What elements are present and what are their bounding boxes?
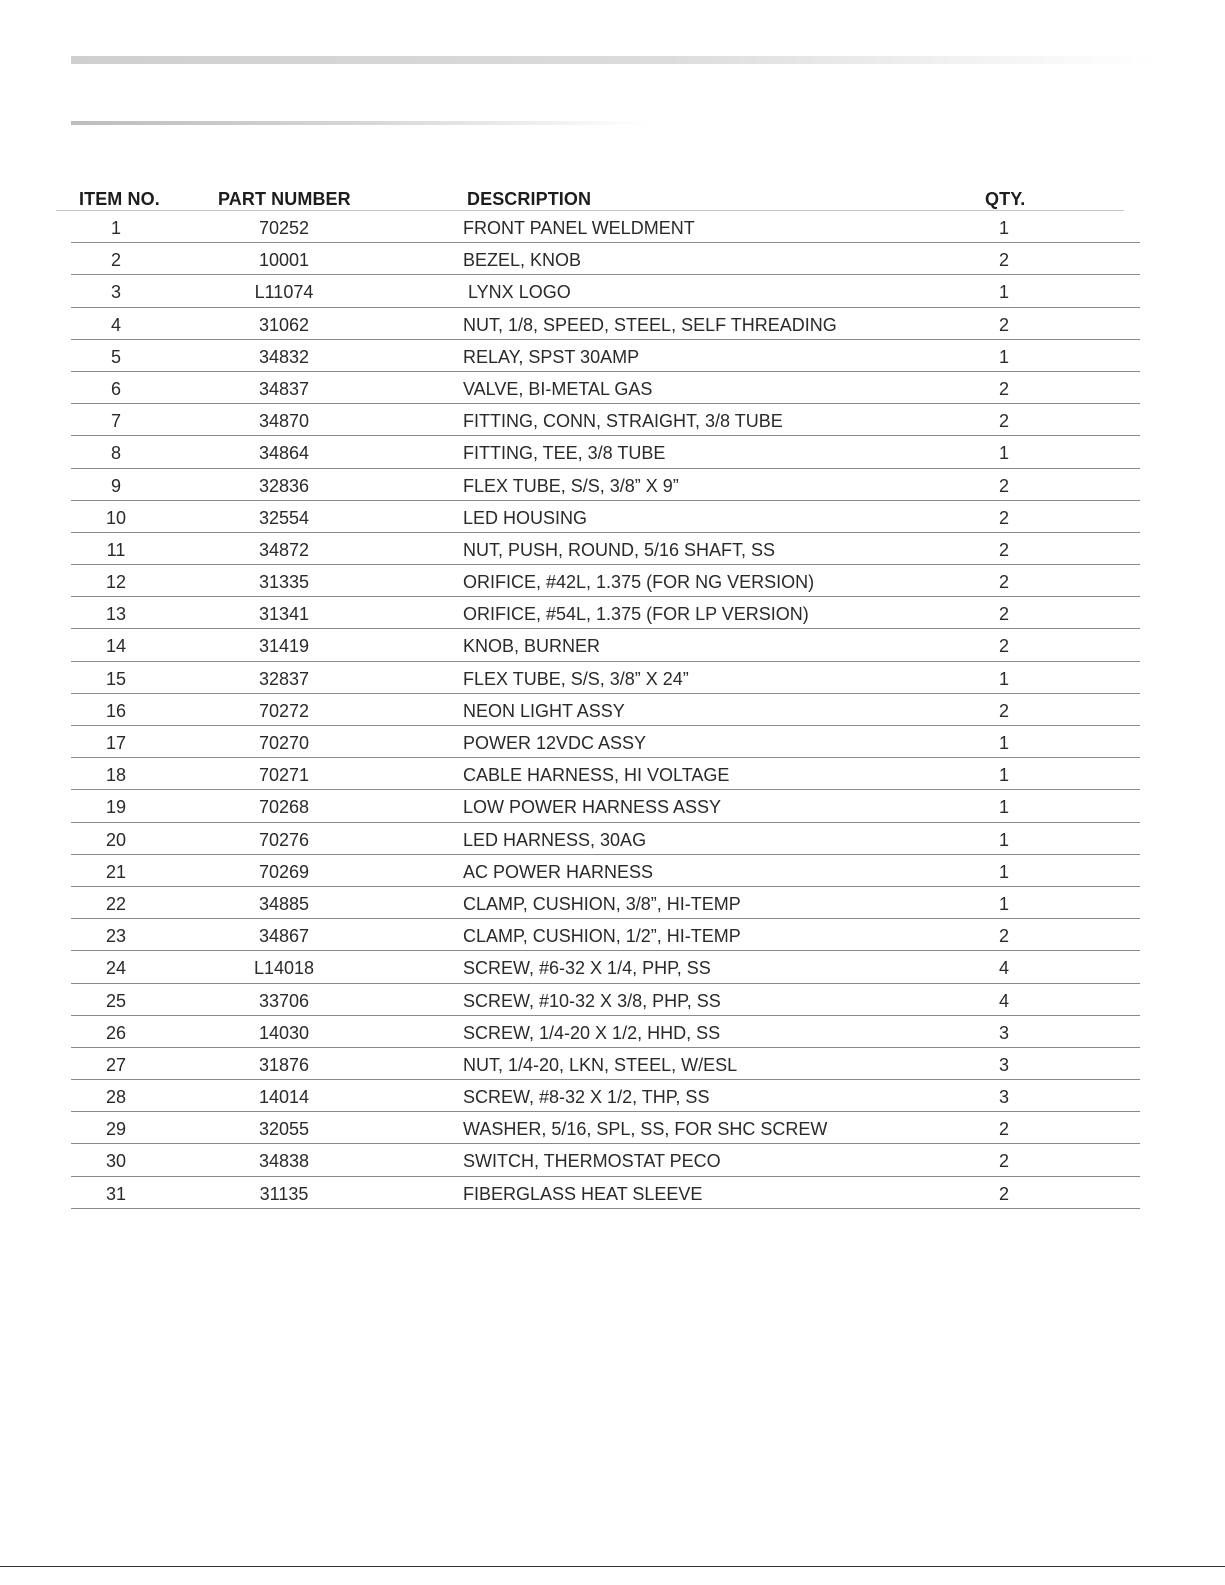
description-cell: ORIFICE, #54L, 1.375 (FOR LP VERSION)	[463, 604, 809, 625]
table-row	[71, 758, 1140, 790]
item-number-cell: 19	[105, 797, 127, 818]
table-row	[71, 790, 1140, 822]
part-number-cell: 32055	[258, 1119, 310, 1140]
quantity-cell: 1	[998, 893, 1009, 914]
quantity-cell: 2	[998, 507, 1009, 528]
quantity-cell: 2	[998, 1119, 1009, 1140]
table-row	[71, 308, 1140, 340]
item-number-cell: 23	[105, 926, 127, 947]
item-number-cell: 5	[110, 346, 121, 367]
quantity-cell: 2	[998, 636, 1009, 657]
quantity-cell: 2	[998, 700, 1009, 721]
description-cell: RELAY, SPST 30AMP	[463, 346, 640, 367]
table-row	[71, 823, 1140, 855]
description-cell: LED HARNESS, 30AG	[463, 829, 647, 850]
quantity-cell: 2	[998, 475, 1009, 496]
table-row	[71, 662, 1140, 694]
part-number-cell: 70270	[258, 733, 310, 753]
table-body	[71, 211, 1140, 1209]
item-number-cell: 21	[105, 861, 127, 882]
part-number-cell: 70252	[258, 218, 310, 238]
table-header	[56, 185, 1124, 211]
part-number-cell: 70268	[258, 797, 310, 818]
description-cell: FLEX TUBE, S/S, 3/8” X 24”	[463, 668, 689, 689]
table-row	[71, 984, 1140, 1016]
description-cell: BEZEL, KNOB	[463, 250, 582, 271]
quantity-cell: 3	[998, 1087, 1009, 1108]
description-cell: SCREW, #6-32 X 1/4, PHP, SS	[463, 958, 711, 979]
description-cell: SCREW, #8-32 X 1/2, THP, SS	[463, 1087, 710, 1108]
part-number-cell: 34872	[258, 539, 310, 560]
part-number-cell: 10001	[258, 250, 310, 271]
quantity-cell: 1	[998, 829, 1009, 850]
item-number-cell: 15	[105, 668, 127, 689]
item-number-cell: 28	[105, 1087, 127, 1108]
table-row	[71, 340, 1140, 372]
part-number-cell: 70272	[258, 700, 310, 721]
description-cell: SCREW, #10-32 X 3/8, PHP, SS	[463, 990, 721, 1011]
table-row	[71, 211, 1140, 243]
quantity-cell: 3	[998, 1022, 1009, 1043]
description-cell: FLEX TUBE, S/S, 3/8” X 9”	[463, 475, 679, 496]
quantity-cell: 3	[998, 1054, 1009, 1075]
table-row	[71, 501, 1140, 533]
part-number-cell: 70276	[258, 829, 310, 850]
table-row	[71, 372, 1140, 404]
table-row	[71, 1048, 1140, 1080]
quantity-cell: 2	[998, 572, 1009, 593]
description-cell: LYNX LOGO	[463, 282, 571, 303]
part-number-cell: 34864	[258, 443, 310, 464]
part-number-cell: 70269	[258, 861, 310, 882]
item-number-cell: 6	[110, 378, 121, 399]
description-cell: CABLE HARNESS, HI VOLTAGE	[463, 765, 730, 786]
quantity-cell: 4	[998, 958, 1009, 979]
part-number-cell: 70271	[258, 765, 310, 786]
quantity-cell: 1	[998, 733, 1009, 753]
part-number-cell: 34885	[258, 893, 310, 914]
quantity-cell: 2	[998, 411, 1009, 432]
header-part-number: PART NUMBER	[218, 189, 351, 209]
description-cell: LED HOUSING	[463, 507, 588, 528]
item-number-cell: 12	[105, 572, 127, 593]
description-cell: FITTING, TEE, 3/8 TUBE	[463, 443, 666, 464]
header-qty: QTY.	[985, 189, 1026, 209]
table-row	[71, 275, 1140, 307]
item-number-cell: 9	[110, 475, 121, 496]
item-number-cell: 30	[105, 1151, 127, 1172]
part-number-cell: 14030	[258, 1022, 310, 1043]
item-number-cell: 20	[105, 829, 127, 850]
table-row	[71, 1080, 1140, 1112]
part-number-cell: 31335	[258, 572, 310, 593]
part-number-cell: L11074	[254, 282, 314, 303]
description-cell: POWER 12VDC ASSY	[463, 733, 647, 753]
table-row	[71, 469, 1140, 501]
table-row	[71, 855, 1140, 887]
quantity-cell: 1	[998, 443, 1009, 464]
part-number-cell: 31062	[258, 314, 310, 335]
item-number-cell: 2	[110, 250, 121, 271]
table-row	[71, 1177, 1140, 1209]
description-cell: SWITCH, THERMOSTAT PECO	[463, 1151, 721, 1172]
description-cell: NUT, 1/8, SPEED, STEEL, SELF THREADING	[463, 314, 837, 335]
footer-rule	[0, 1566, 1225, 1567]
quantity-cell: 2	[998, 1183, 1009, 1204]
description-cell: CLAMP, CUSHION, 3/8”, HI-TEMP	[463, 893, 741, 914]
quantity-cell: 2	[998, 250, 1009, 271]
quantity-cell: 1	[998, 346, 1009, 367]
part-number-cell: 31419	[258, 636, 310, 657]
quantity-cell: 4	[998, 990, 1009, 1011]
table-row	[71, 436, 1140, 468]
quantity-cell: 2	[998, 1151, 1009, 1172]
item-number-cell: 3	[110, 282, 121, 303]
table-row	[71, 243, 1140, 275]
item-number-cell: 24	[105, 958, 127, 979]
part-number-cell: 32836	[258, 475, 310, 496]
quantity-cell: 2	[998, 539, 1009, 560]
description-cell: FIBERGLASS HEAT SLEEVE	[463, 1183, 703, 1204]
table-row	[71, 1016, 1140, 1048]
item-number-cell: 13	[105, 604, 127, 625]
description-cell: AC POWER HARNESS	[463, 861, 654, 882]
table-row	[71, 1144, 1140, 1176]
item-number-cell: 18	[105, 765, 127, 786]
description-cell: LOW POWER HARNESS ASSY	[463, 797, 722, 818]
table-row	[71, 951, 1140, 983]
title-rule	[71, 121, 651, 125]
description-cell: KNOB, BURNER	[463, 636, 601, 657]
part-number-cell: 31341	[258, 604, 310, 625]
part-number-cell: 14014	[258, 1087, 310, 1108]
part-number-cell: 31876	[258, 1054, 310, 1075]
part-number-cell: 34832	[258, 346, 310, 367]
table-row	[71, 726, 1140, 758]
item-number-cell: 11	[106, 539, 126, 560]
description-cell: NEON LIGHT ASSY	[463, 700, 625, 721]
header-item-no: ITEM NO.	[79, 189, 160, 209]
part-number-cell: 34837	[258, 378, 310, 399]
item-number-cell: 26	[105, 1022, 127, 1043]
quantity-cell: 1	[998, 765, 1009, 786]
table-row	[71, 404, 1140, 436]
item-number-cell: 10	[105, 507, 127, 528]
description-cell: VALVE, BI-METAL GAS	[463, 378, 653, 399]
table-row	[71, 1112, 1140, 1144]
table-row	[71, 887, 1140, 919]
item-number-cell: 27	[105, 1054, 127, 1075]
quantity-cell: 2	[998, 314, 1009, 335]
description-cell: CLAMP, CUSHION, 1/2”, HI-TEMP	[463, 926, 741, 947]
item-number-cell: 8	[110, 443, 121, 464]
item-number-cell: 29	[105, 1119, 127, 1140]
table-row	[71, 533, 1140, 565]
quantity-cell: 2	[998, 926, 1009, 947]
part-number-cell: 32837	[258, 668, 310, 689]
item-number-cell: 16	[105, 700, 127, 721]
item-number-cell: 22	[105, 893, 127, 914]
part-number-cell: 33706	[258, 990, 310, 1011]
description-cell: SCREW, 1/4-20 X 1/2, HHD, SS	[463, 1022, 721, 1043]
item-number-cell: 7	[110, 411, 121, 432]
description-cell: FITTING, CONN, STRAIGHT, 3/8 TUBE	[463, 411, 783, 432]
part-number-cell: 34838	[258, 1151, 310, 1172]
header-description: DESCRIPTION	[467, 189, 592, 209]
quantity-cell: 1	[998, 218, 1009, 238]
part-number-cell: L14018	[253, 958, 315, 979]
item-number-cell: 31	[105, 1183, 127, 1204]
part-number-cell: 31135	[259, 1183, 309, 1204]
table-row	[71, 597, 1140, 629]
header-rule	[71, 56, 1156, 64]
quantity-cell: 1	[998, 668, 1009, 689]
item-number-cell: 14	[105, 636, 127, 657]
description-cell: WASHER, 5/16, SPL, SS, FOR SHC SCREW	[463, 1119, 828, 1140]
description-cell: NUT, 1/4-20, LKN, STEEL, W/ESL	[463, 1054, 738, 1075]
quantity-cell: 1	[998, 797, 1009, 818]
quantity-cell: 1	[998, 282, 1009, 303]
description-cell: FRONT PANEL WELDMENT	[463, 218, 695, 238]
description-cell: ORIFICE, #42L, 1.375 (FOR NG VERSION)	[463, 572, 815, 593]
part-number-cell: 32554	[258, 507, 310, 528]
quantity-cell: 2	[998, 604, 1009, 625]
description-cell: NUT, PUSH, ROUND, 5/16 SHAFT, SS	[463, 539, 776, 560]
quantity-cell: 2	[998, 378, 1009, 399]
part-number-cell: 34870	[258, 411, 310, 432]
table-row	[71, 919, 1140, 951]
table-row	[71, 694, 1140, 726]
item-number-cell: 4	[110, 314, 121, 335]
table-row	[71, 629, 1140, 661]
item-number-cell: 17	[105, 733, 127, 753]
quantity-cell: 1	[998, 861, 1009, 882]
table-row	[71, 565, 1140, 597]
item-number-cell: 1	[110, 218, 121, 238]
item-number-cell: 25	[105, 990, 127, 1011]
part-number-cell: 34867	[258, 926, 310, 947]
